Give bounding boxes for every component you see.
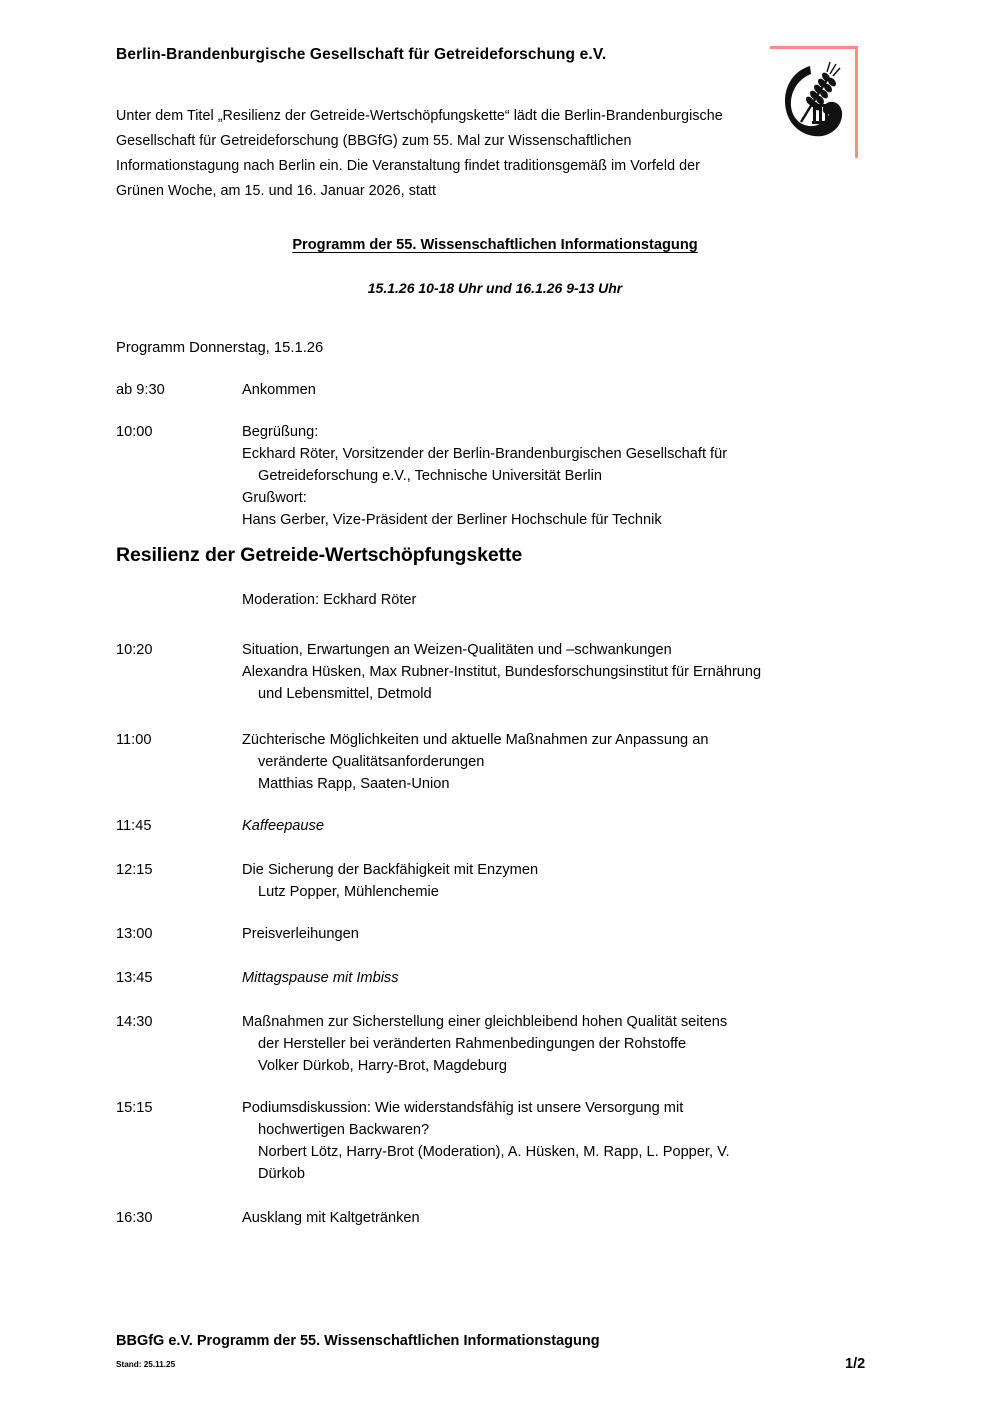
- schedule-entry-line: Eckhard Röter, Vorsitzender der Berlin-Brandenburgischen Gesellschaft für: [242, 446, 728, 462]
- schedule-time: 10:00: [116, 424, 153, 440]
- schedule-entry: [242, 815, 906, 837]
- logo-frame-top-border: [770, 46, 858, 49]
- schedule-entry: [242, 639, 906, 705]
- schedule-entry-line: Ankommen: [242, 382, 316, 398]
- schedule-entry-line: Die Sicherung der Backfähigkeit mit Enzymen: [242, 862, 539, 878]
- schedule-row: [116, 379, 906, 401]
- schedule-entry: [242, 923, 906, 945]
- footer-revision-date: Stand: 25.11.25: [116, 1360, 176, 1369]
- schedule-entry-line: Hans Gerber, Vize-Präsident der Berliner Hochschule für Technik: [242, 512, 662, 528]
- schedule-entry: [242, 1207, 906, 1229]
- schedule-row: [116, 1011, 906, 1077]
- schedule-row-spacer: [116, 531, 906, 555]
- schedule-entry-line: Grußwort:: [242, 490, 307, 506]
- schedule-row-spacer: [116, 837, 906, 859]
- schedule-row: [116, 1207, 906, 1229]
- schedule-time: 12:15: [116, 862, 153, 878]
- schedule-time: 15:15: [116, 1100, 153, 1116]
- schedule-entry-line: Podiumsdiskussion: Wie widerstandsfähig ist unsere Versorgung mit: [242, 1100, 684, 1116]
- schedule-entry-line: Dürkob: [258, 1166, 306, 1182]
- program-title: Programm der 55. Wissenschaftlichen Informationstagung: [292, 237, 698, 253]
- schedule-entry-line: Züchterische Möglichkeiten und aktuelle Maßnahmen zur Anpassung an: [242, 732, 709, 748]
- schedule-entry: [242, 421, 906, 531]
- schedule-row: [116, 815, 906, 837]
- schedule-row-spacer: [116, 401, 906, 421]
- organisation-title: Berlin-Brandenburgische Gesellschaft für Getreideforschung e.V.: [116, 46, 607, 63]
- schedule-entry-line: und Lebensmittel, Detmold: [258, 686, 432, 702]
- schedule-entry-line: Getreideforschung e.V., Technische Universität Berlin: [258, 468, 602, 484]
- schedule-entry-line: der Hersteller bei veränderten Rahmenbedingungen der Rohstoffe: [258, 1036, 687, 1052]
- schedule-entry: [242, 859, 906, 903]
- schedule-entry-line: Ausklang mit Kaltgetränken: [242, 1210, 420, 1226]
- schedule-row: [116, 923, 906, 945]
- schedule-list: [116, 379, 906, 1229]
- moderation-line: Moderation: Eckhard Röter: [242, 592, 417, 608]
- schedule-entry: [242, 967, 906, 989]
- footer-page-number: 1/2: [845, 1356, 866, 1372]
- schedule-time: 11:00: [116, 732, 152, 748]
- schedule-entry-line: Kaffeepause: [242, 818, 324, 834]
- schedule-entry-line: veränderte Qualitätsanforderungen: [258, 754, 485, 770]
- bbgfg-wheat-logo-icon: [776, 54, 854, 150]
- schedule-time: 13:00: [116, 926, 153, 942]
- schedule-entry-line: Mittagspause mit Imbiss: [242, 970, 399, 986]
- schedule-row: [116, 421, 906, 531]
- schedule-time: 14:30: [116, 1014, 153, 1030]
- schedule-section-spacer: [116, 555, 906, 639]
- schedule-row: [116, 967, 906, 989]
- schedule-entry-line: Preisverleihungen: [242, 926, 359, 942]
- program-times: 15.1.26 10-18 Uhr und 16.1.26 9-13 Uhr: [367, 280, 623, 296]
- schedule-row-spacer: [116, 989, 906, 1011]
- schedule-row-spacer: [116, 1185, 906, 1207]
- schedule-row: [116, 859, 906, 903]
- schedule-row-spacer: [116, 795, 906, 815]
- schedule-entry-line: Volker Dürkob, Harry-Brot, Magdeburg: [258, 1058, 508, 1074]
- schedule-row-spacer: [116, 903, 906, 923]
- logo-frame-right-border: [855, 46, 858, 158]
- schedule-time: 11:45: [116, 818, 152, 834]
- section-heading: Resilienz der Getreide-Wertschöpfungskette: [116, 544, 523, 566]
- schedule-entry-line: Begrüßung:: [242, 424, 319, 440]
- schedule-entry-line: Situation, Erwartungen an Weizen-Qualitäten und –schwankungen: [242, 642, 672, 658]
- schedule-row-spacer: [116, 705, 906, 729]
- schedule-entry: [242, 1011, 906, 1077]
- footer-title: BBGfG e.V. Programm der 55. Wissenschaftlichen Informationstagung: [116, 1333, 600, 1349]
- schedule-entry: [242, 379, 906, 401]
- schedule-time: 16:30: [116, 1210, 153, 1226]
- schedule-row-spacer: [116, 945, 906, 967]
- schedule-entry-line: hochwertigen Backwaren?: [258, 1122, 430, 1138]
- schedule-row: [116, 639, 906, 705]
- schedule-time: ab 9:30: [116, 382, 165, 398]
- schedule-row: [116, 1097, 906, 1185]
- schedule-entry: [242, 729, 906, 795]
- schedule-time: 10:20: [116, 642, 153, 658]
- schedule-row: [116, 729, 906, 795]
- schedule-entry: [242, 1097, 906, 1185]
- day-heading: Programm Donnerstag, 15.1.26: [116, 340, 324, 356]
- schedule-time: 13:45: [116, 970, 153, 986]
- intro-paragraph: Unter dem Titel „Resilienz der Getreide-Wertschöpfungskette“ lädt die Berlin-Brandenburgische Gesellschaft für Getreideforschung (BBGfG) zum 55. Mal zur Wissenschaftlichen Informationstagung nach Berlin ein. Die Veranstaltung findet traditionsgemäß im Vorfeld der Grünen Woche, am 15. und 16. Januar 2026, statt: [116, 108, 723, 199]
- schedule-row-spacer: [116, 1077, 906, 1097]
- schedule-entry-line: Norbert Lötz, Harry-Brot (Moderation), A. Hüsken, M. Rapp, L. Popper, V.: [258, 1144, 730, 1160]
- schedule-entry-line: Alexandra Hüsken, Max Rubner-Institut, Bundesforschungsinstitut für Ernährung: [242, 664, 762, 680]
- schedule-entry-line: Matthias Rapp, Saaten-Union: [258, 776, 450, 792]
- logo-block: [770, 46, 858, 158]
- schedule-entry-line: Lutz Popper, Mühlenchemie: [258, 884, 439, 900]
- schedule-entry-line: Maßnahmen zur Sicherstellung einer gleichbleibend hohen Qualität seitens: [242, 1014, 728, 1030]
